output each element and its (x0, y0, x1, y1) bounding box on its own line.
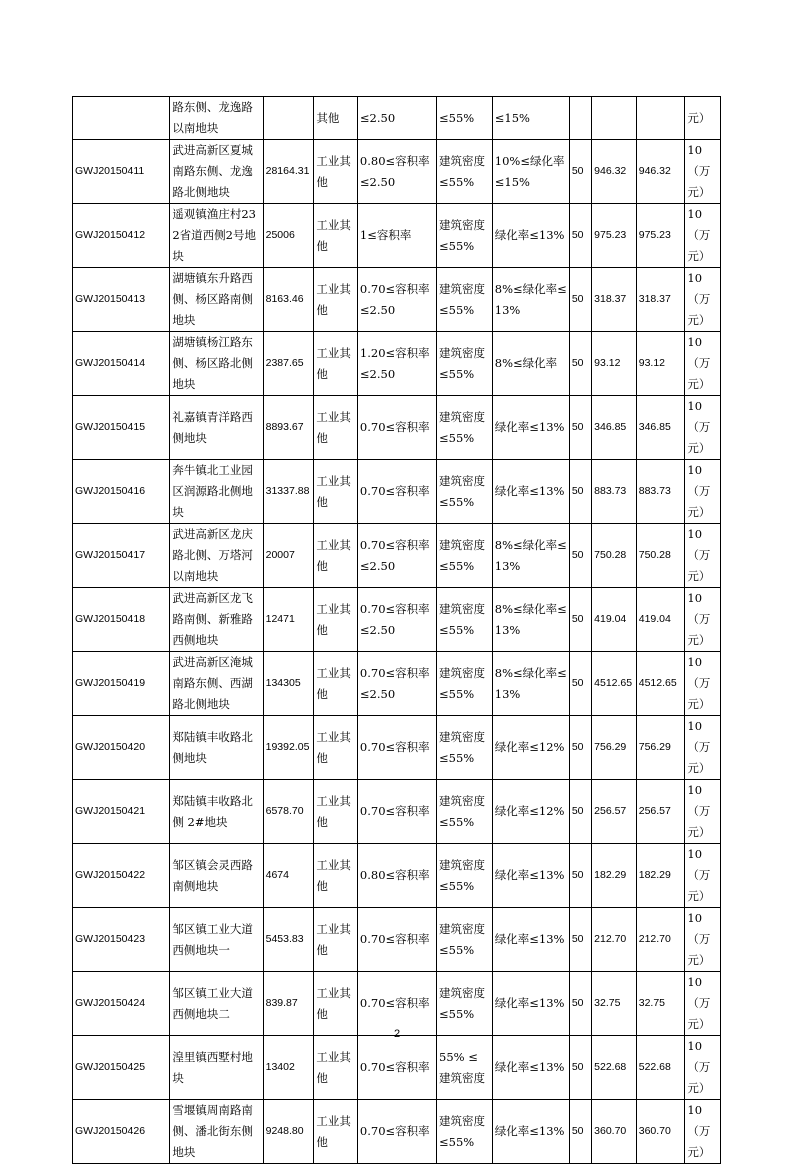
table-row (73, 588, 721, 652)
deposit-cell: 32.75 (636, 972, 685, 1036)
term-years-cell: 50 (569, 204, 591, 268)
table-row (73, 204, 721, 268)
start-price-cell: 212.70 (592, 908, 637, 972)
area-cell: 134305 (263, 652, 314, 716)
plot-ratio-cell: 0.70≤容积率 (357, 716, 436, 780)
term-years-cell: 50 (569, 1036, 591, 1100)
bid-increment-cell: 10（万元） (685, 908, 721, 972)
table-row (73, 972, 721, 1036)
parcel-id-cell: GWJ20150422 (73, 844, 170, 908)
parcel-id-cell: GWJ20150414 (73, 332, 170, 396)
parcel-id-cell: GWJ20150413 (73, 268, 170, 332)
green-rate-cell: 8%≤绿化率≤13% (492, 588, 569, 652)
deposit-cell: 360.70 (636, 1100, 685, 1164)
plot-ratio-cell: 0.70≤容积率≤2.50 (357, 588, 436, 652)
start-price-cell: 93.12 (592, 332, 637, 396)
bid-increment-cell: 10（万元） (685, 780, 721, 844)
building-density-cell: 建筑密度≤55% (437, 908, 493, 972)
building-density-cell: 建筑密度≤55% (437, 780, 493, 844)
land-use-cell: 工业其他 (314, 268, 358, 332)
plot-ratio-cell: 0.70≤容积率 (357, 972, 436, 1036)
plot-ratio-cell: 0.70≤容积率 (357, 460, 436, 524)
plot-ratio-cell: 0.70≤容积率 (357, 396, 436, 460)
green-rate-cell: 绿化率≤13% (492, 1036, 569, 1100)
table-row (73, 652, 721, 716)
land-parcel-table (72, 96, 721, 1164)
plot-ratio-cell: 1.20≤容积率≤2.50 (357, 332, 436, 396)
parcel-id-cell: GWJ20150424 (73, 972, 170, 1036)
plot-ratio-cell: 0.70≤容积率 (357, 1036, 436, 1100)
area-cell: 2387.65 (263, 332, 314, 396)
land-use-cell: 工业其他 (314, 460, 358, 524)
plot-ratio-cell: ≤2.50 (357, 97, 436, 140)
green-rate-cell: 绿化率≤12% (492, 716, 569, 780)
parcel-id-cell: GWJ20150416 (73, 460, 170, 524)
table-row (73, 524, 721, 588)
start-price-cell: 318.37 (592, 268, 637, 332)
building-density-cell: 55% ≤ 建筑密度 (437, 1036, 493, 1100)
parcel-id-cell: GWJ20150423 (73, 908, 170, 972)
land-use-cell: 工业其他 (314, 652, 358, 716)
building-density-cell: 建筑密度≤55% (437, 396, 493, 460)
green-rate-cell: 绿化率≤13% (492, 1100, 569, 1164)
bid-increment-cell: 10（万元） (685, 1036, 721, 1100)
building-density-cell: 建筑密度≤55% (437, 716, 493, 780)
land-use-cell: 工业其他 (314, 844, 358, 908)
plot-ratio-cell: 0.80≤容积率 (357, 844, 436, 908)
area-cell: 28164.31 (263, 140, 314, 204)
term-years-cell: 50 (569, 844, 591, 908)
land-use-cell: 工业其他 (314, 204, 358, 268)
area-cell: 19392.05 (263, 716, 314, 780)
area-cell: 25006 (263, 204, 314, 268)
location-cell: 礼嘉镇青洋路西侧地块 (170, 396, 263, 460)
parcel-id-cell: GWJ20150415 (73, 396, 170, 460)
term-years-cell: 50 (569, 652, 591, 716)
location-cell: 路东侧、龙逸路以南地块 (170, 97, 263, 140)
deposit-cell (636, 97, 685, 140)
green-rate-cell: 绿化率≤13% (492, 396, 569, 460)
plot-ratio-cell: 0.70≤容积率≤2.50 (357, 268, 436, 332)
term-years-cell: 50 (569, 460, 591, 524)
parcel-id-cell: GWJ20150426 (73, 1100, 170, 1164)
term-years-cell: 50 (569, 396, 591, 460)
land-use-cell: 工业其他 (314, 1100, 358, 1164)
location-cell: 武进高新区夏城南路东侧、龙逸路北侧地块 (170, 140, 263, 204)
bid-increment-cell: 10（万元） (685, 140, 721, 204)
parcel-id-cell (73, 97, 170, 140)
page-number: 2 (393, 1028, 401, 1040)
start-price-cell: 756.29 (592, 716, 637, 780)
parcel-id-cell: GWJ20150418 (73, 588, 170, 652)
bid-increment-cell: 10（万元） (685, 332, 721, 396)
term-years-cell (569, 97, 591, 140)
bid-increment-cell: 10（万元） (685, 268, 721, 332)
building-density-cell: 建筑密度≤55% (437, 844, 493, 908)
deposit-cell: 256.57 (636, 780, 685, 844)
green-rate-cell: 绿化率≤13% (492, 204, 569, 268)
green-rate-cell: 8%≤绿化率≤13% (492, 652, 569, 716)
area-cell: 13402 (263, 1036, 314, 1100)
land-use-cell: 工业其他 (314, 396, 358, 460)
table-body (73, 97, 721, 1164)
green-rate-cell: 8%≤绿化率≤13% (492, 268, 569, 332)
building-density-cell: 建筑密度≤55% (437, 524, 493, 588)
table-row (73, 1100, 721, 1164)
green-rate-cell: 8%≤绿化率 (492, 332, 569, 396)
deposit-cell: 975.23 (636, 204, 685, 268)
location-cell: 遥观镇渔庄村232省道西侧2号地块 (170, 204, 263, 268)
table-row (73, 780, 721, 844)
green-rate-cell: 10%≤绿化率≤15% (492, 140, 569, 204)
building-density-cell: 建筑密度≤55% (437, 588, 493, 652)
building-density-cell: 建筑密度≤55% (437, 460, 493, 524)
start-price-cell: 975.23 (592, 204, 637, 268)
term-years-cell: 50 (569, 716, 591, 780)
deposit-cell: 346.85 (636, 396, 685, 460)
area-cell: 6578.70 (263, 780, 314, 844)
location-cell: 湖塘镇杨江路东侧、杨区路北侧地块 (170, 332, 263, 396)
term-years-cell: 50 (569, 1100, 591, 1164)
term-years-cell: 50 (569, 908, 591, 972)
building-density-cell: 建筑密度≤55% (437, 1100, 493, 1164)
building-density-cell: 建筑密度≤55% (437, 204, 493, 268)
start-price-cell: 32.75 (592, 972, 637, 1036)
plot-ratio-cell: 1≤容积率 (357, 204, 436, 268)
term-years-cell: 50 (569, 524, 591, 588)
land-use-cell: 工业其他 (314, 716, 358, 780)
plot-ratio-cell: 0.70≤容积率≤2.50 (357, 652, 436, 716)
start-price-cell (592, 97, 637, 140)
start-price-cell: 883.73 (592, 460, 637, 524)
bid-increment-cell: 10（万元） (685, 396, 721, 460)
deposit-cell: 756.29 (636, 716, 685, 780)
land-use-cell: 工业其他 (314, 524, 358, 588)
plot-ratio-cell: 0.80≤容积率≤2.50 (357, 140, 436, 204)
land-use-cell: 工业其他 (314, 140, 358, 204)
parcel-id-cell: GWJ20150411 (73, 140, 170, 204)
parcel-id-cell: GWJ20150417 (73, 524, 170, 588)
location-cell: 湟里镇西墅村地块 (170, 1036, 263, 1100)
table-row (73, 97, 721, 140)
building-density-cell: 建筑密度≤55% (437, 332, 493, 396)
building-density-cell: 建筑密度≤55% (437, 972, 493, 1036)
green-rate-cell: 8%≤绿化率≤13% (492, 524, 569, 588)
location-cell: 武进高新区龙庆路北侧、万塔河以南地块 (170, 524, 263, 588)
term-years-cell: 50 (569, 588, 591, 652)
area-cell: 5453.83 (263, 908, 314, 972)
bid-increment-cell: 10（万元） (685, 652, 721, 716)
parcel-id-cell: GWJ20150419 (73, 652, 170, 716)
land-use-cell: 工业其他 (314, 1036, 358, 1100)
start-price-cell: 360.70 (592, 1100, 637, 1164)
green-rate-cell: ≤15% (492, 97, 569, 140)
land-use-cell: 工业其他 (314, 908, 358, 972)
start-price-cell: 522.68 (592, 1036, 637, 1100)
bid-increment-cell: 10（万元） (685, 204, 721, 268)
deposit-cell: 419.04 (636, 588, 685, 652)
area-cell: 9248.80 (263, 1100, 314, 1164)
table-row (73, 268, 721, 332)
table-row (73, 140, 721, 204)
area-cell (263, 97, 314, 140)
deposit-cell: 182.29 (636, 844, 685, 908)
start-price-cell: 946.32 (592, 140, 637, 204)
deposit-cell: 4512.65 (636, 652, 685, 716)
bid-increment-cell: 10（万元） (685, 716, 721, 780)
deposit-cell: 750.28 (636, 524, 685, 588)
land-use-cell: 其他 (314, 97, 358, 140)
term-years-cell: 50 (569, 972, 591, 1036)
start-price-cell: 256.57 (592, 780, 637, 844)
area-cell: 8163.46 (263, 268, 314, 332)
area-cell: 20007 (263, 524, 314, 588)
building-density-cell: 建筑密度≤55% (437, 268, 493, 332)
term-years-cell: 50 (569, 140, 591, 204)
green-rate-cell: 绿化率≤13% (492, 908, 569, 972)
location-cell: 武进高新区龙飞路南侧、新雅路西侧地块 (170, 588, 263, 652)
deposit-cell: 212.70 (636, 908, 685, 972)
land-use-cell: 工业其他 (314, 780, 358, 844)
term-years-cell: 50 (569, 780, 591, 844)
land-use-cell: 工业其他 (314, 972, 358, 1036)
start-price-cell: 750.28 (592, 524, 637, 588)
green-rate-cell: 绿化率≤12% (492, 780, 569, 844)
location-cell: 武进高新区淹城南路东侧、西湖路北侧地块 (170, 652, 263, 716)
plot-ratio-cell: 0.70≤容积率≤2.50 (357, 524, 436, 588)
green-rate-cell: 绿化率≤13% (492, 844, 569, 908)
bid-increment-cell: 10（万元） (685, 588, 721, 652)
plot-ratio-cell: 0.70≤容积率 (357, 908, 436, 972)
area-cell: 4674 (263, 844, 314, 908)
table-row (73, 460, 721, 524)
table-row (73, 332, 721, 396)
location-cell: 邹区镇工业大道西侧地块二 (170, 972, 263, 1036)
bid-increment-cell: 10（万元） (685, 844, 721, 908)
location-cell: 郑陆镇丰收路北侧地块 (170, 716, 263, 780)
location-cell: 雪堰镇周南路南侧、潘北街东侧地块 (170, 1100, 263, 1164)
table-row (73, 396, 721, 460)
deposit-cell: 318.37 (636, 268, 685, 332)
location-cell: 邹区镇会灵西路南侧地块 (170, 844, 263, 908)
bid-increment-cell: 10（万元） (685, 524, 721, 588)
parcel-id-cell: GWJ20150425 (73, 1036, 170, 1100)
table-row (73, 908, 721, 972)
area-cell: 12471 (263, 588, 314, 652)
bid-increment-cell: 10（万元） (685, 460, 721, 524)
location-cell: 邹区镇工业大道西侧地块一 (170, 908, 263, 972)
area-cell: 8893.67 (263, 396, 314, 460)
term-years-cell: 50 (569, 268, 591, 332)
green-rate-cell: 绿化率≤13% (492, 972, 569, 1036)
start-price-cell: 346.85 (592, 396, 637, 460)
plot-ratio-cell: 0.70≤容积率 (357, 780, 436, 844)
table-row (73, 844, 721, 908)
area-cell: 31337.88 (263, 460, 314, 524)
start-price-cell: 419.04 (592, 588, 637, 652)
location-cell: 郑陆镇丰收路北侧 2#地块 (170, 780, 263, 844)
start-price-cell: 182.29 (592, 844, 637, 908)
bid-increment-cell: 10（万元） (685, 972, 721, 1036)
deposit-cell: 93.12 (636, 332, 685, 396)
building-density-cell: 建筑密度≤55% (437, 140, 493, 204)
parcel-id-cell: GWJ20150421 (73, 780, 170, 844)
bid-increment-cell: 10（万元） (685, 1100, 721, 1164)
parcel-id-cell: GWJ20150420 (73, 716, 170, 780)
term-years-cell: 50 (569, 332, 591, 396)
deposit-cell: 946.32 (636, 140, 685, 204)
start-price-cell: 4512.65 (592, 652, 637, 716)
parcel-id-cell: GWJ20150412 (73, 204, 170, 268)
location-cell: 湖塘镇东升路西侧、杨区路南侧地块 (170, 268, 263, 332)
deposit-cell: 522.68 (636, 1036, 685, 1100)
table-row (73, 1036, 721, 1100)
deposit-cell: 883.73 (636, 460, 685, 524)
bid-increment-cell: 元） (685, 97, 721, 140)
land-use-cell: 工业其他 (314, 332, 358, 396)
building-density-cell: 建筑密度≤55% (437, 652, 493, 716)
table-row (73, 716, 721, 780)
location-cell: 奔牛镇北工业园区润源路北侧地块 (170, 460, 263, 524)
area-cell: 839.87 (263, 972, 314, 1036)
green-rate-cell: 绿化率≤13% (492, 460, 569, 524)
land-use-cell: 工业其他 (314, 588, 358, 652)
building-density-cell: ≤55% (437, 97, 493, 140)
plot-ratio-cell: 0.70≤容积率 (357, 1100, 436, 1164)
